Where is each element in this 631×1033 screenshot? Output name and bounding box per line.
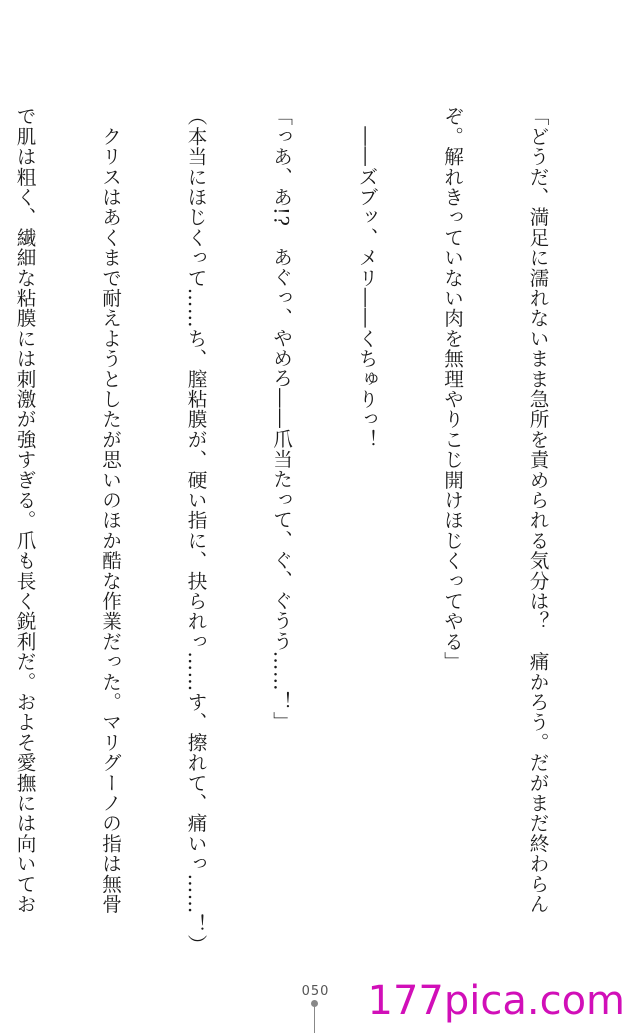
text-line: クリスはあくまで耐えようとしたが思いのほか酷な作業だった。マリグーノの指は無骨 — [98, 106, 122, 914]
text-line: 「っあ、あ!? あぐっ、やめろ――爪当たって、ぐ、ぐうう……！」 — [269, 106, 293, 732]
vertical-text-body — [13, 106, 608, 955]
text-line: ――ズブッ、メリ――くちゅりっ！ — [355, 106, 378, 450]
text-line: （本当にほじくって……ち、膣粘膜が、硬い指に、抉られっ……す、擦れて、痛いっ……！） — [184, 106, 207, 955]
text-line: 「どうだ、満足に濡れないまま急所を責められる気分は？ 痛かろう。だがまだ終わらん — [526, 106, 549, 914]
watermark: 177pica.com — [367, 978, 625, 1024]
text-line: ぞ。解れきっていない肉を無理やりこじ開けほじくってやる」 — [440, 106, 464, 672]
text-line: で肌は粗く、繊細な粘膜には刺激が強すぎる。爪も長く鋭利だ。およそ愛撫には向いてお — [13, 106, 36, 914]
page-marker-line — [314, 1002, 315, 1033]
page-number: 050 — [301, 984, 330, 999]
